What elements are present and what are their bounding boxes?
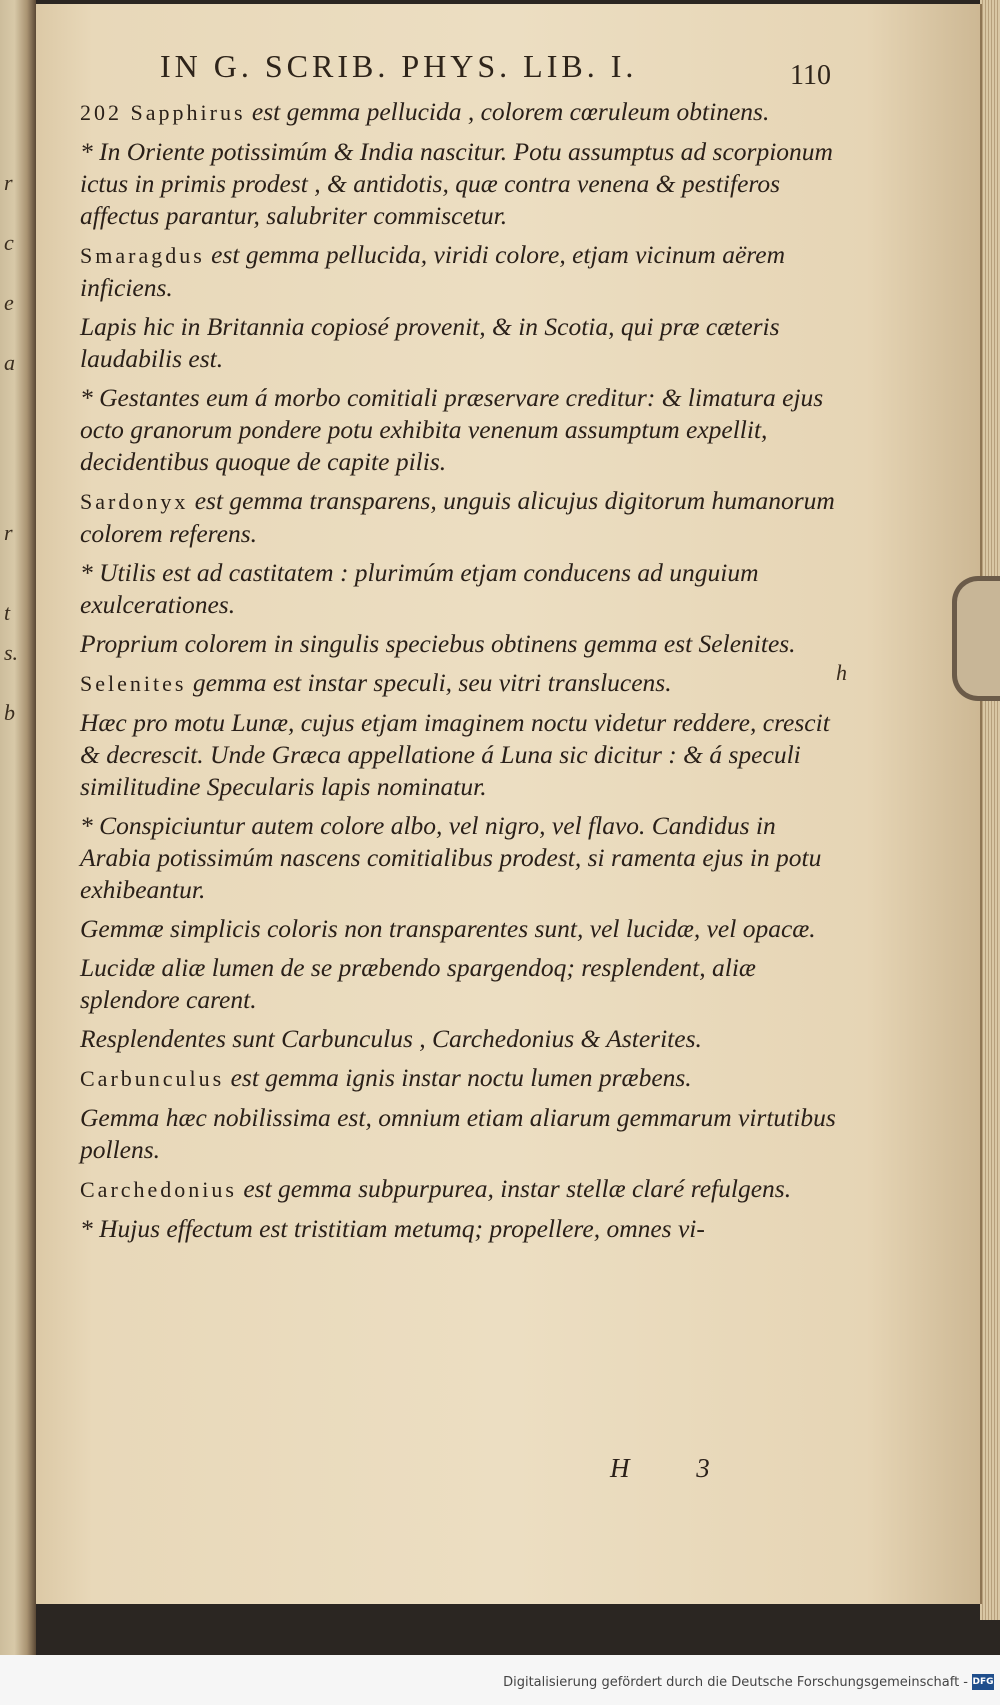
paragraph [80, 1213, 840, 1245]
paragraph [80, 707, 840, 803]
margin-fragment: e [4, 290, 14, 315]
paragraph [80, 628, 840, 660]
paragraph [80, 382, 840, 478]
paragraph [80, 557, 840, 621]
paragraph [80, 1023, 840, 1055]
paragraph-text: Hæc pro motu Lunæ, cujus etjam imaginem noctu videtur reddere, crescit & decrescit. Unde Græca appellatione á Luna sic dicitur : & á speculi similitudine Specularis lapis nominatur. [80, 708, 830, 801]
paragraph-text: * Hujus effectum est tristitiam metumq; propellere, omnes vi- [80, 1214, 705, 1243]
folio-number: 110 [790, 60, 831, 91]
margin-fragment: r [4, 520, 13, 545]
paragraph [80, 485, 840, 550]
margin-fragment: s. [4, 640, 19, 665]
gem-name: Smaragdus [80, 243, 205, 268]
paragraph-text: est gemma pellucida, viridi colore, etjam vicinum aërem inficiens. [80, 240, 785, 302]
paragraph-text: gemma est instar speculi, seu vitri translucens. [186, 668, 672, 697]
paragraph-text: Resplendentes sunt Carbunculus , Carchedonius & Asterites. [80, 1024, 702, 1053]
running-title: IN G. SCRIB. PHYS. LIB. I. [160, 48, 638, 84]
margin-fragment: b [4, 700, 15, 725]
paragraph [80, 1102, 840, 1166]
paragraph-text: Gemmæ simplicis coloris non transparentes sunt, vel lucidæ, vel opacæ. [80, 914, 816, 943]
gem-name: Selenites [80, 671, 187, 696]
paragraph [80, 810, 840, 906]
paragraph-text: est gemma pellucida , colorem cœruleum obtinens. [245, 97, 770, 126]
signature-mark: H 3 [610, 1453, 740, 1483]
book-clasp [952, 576, 1000, 701]
gem-name: Sardonyx [80, 489, 189, 514]
paragraph [80, 1062, 840, 1095]
paragraph [80, 1173, 840, 1206]
paragraph-text: * Gestantes eum á morbo comitiali præservare creditur: & limatura ejus octo granorum pondere potu exhibita venenum assumptum expellit, decidentibus quoque de capite pilis. [80, 383, 824, 476]
paragraph [80, 136, 840, 232]
body-text [80, 96, 840, 1252]
page-block-edges [980, 0, 1000, 1620]
funding-credit: Digitalisierung gefördert durch die Deutsche Forschungsgemeinschaft - [503, 1675, 968, 1690]
paragraph [80, 239, 840, 304]
margin-fragment: c [4, 230, 14, 255]
gem-name: 202 Sapphirus [80, 100, 246, 125]
dfg-logo: DFG [972, 1674, 994, 1690]
paragraph-text: * In Oriente potissimúm & India nascitur. Potu assumptus ad scorpionum ictus in primis prodest , & antidotis, quæ contra venena & pestiferos affectus parantur, salubriter commiscetur. [80, 137, 833, 230]
gem-name: Carbunculus [80, 1066, 225, 1091]
margin-fragment: t [4, 600, 11, 625]
paragraph-text: * Conspiciuntur autem colore albo, vel nigro, vel flavo. Candidus in Arabia potissimúm nascens comitialibus prodest, si ramenta ejus in potu exhibeantur. [80, 811, 822, 904]
margin-fragment: a [4, 350, 15, 375]
paragraph-text: Gemma hæc nobilissima est, omnium etiam aliarum gemmarum virtutibus pollens. [80, 1103, 836, 1164]
paragraph [80, 952, 840, 1016]
paragraph-text: Lapis hic in Britannia copiosé provenit, & in Scotia, qui præ cæteris laudabilis est. [80, 312, 780, 373]
paragraph [80, 913, 840, 945]
paragraph-text: est gemma transparens, unguis alicujus digitorum humanorum colorem referens. [80, 486, 835, 548]
gem-name: Carchedonius [80, 1177, 237, 1202]
margin-fragment: h [836, 660, 847, 685]
paragraph-text: Proprium colorem in singulis speciebus obtinens gemma est Selenites. [80, 629, 796, 658]
paragraph-text: Lucidæ aliæ lumen de se præbendo spargendoq; resplendent, aliæ splendore carent. [80, 953, 756, 1014]
paragraph-text: * Utilis est ad castitatem : plurimúm etjam conducens ad unguium exulcerationes. [80, 558, 759, 619]
paragraph-text: est gemma subpurpurea, instar stellæ claré refulgens. [236, 1174, 792, 1203]
paragraph [80, 311, 840, 375]
paragraph-text: est gemma ignis instar noctu lumen præbens. [224, 1063, 692, 1092]
footer-bar [0, 1655, 1000, 1705]
paragraph [80, 667, 840, 700]
margin-fragment: r [4, 170, 13, 195]
paragraph [80, 96, 840, 129]
